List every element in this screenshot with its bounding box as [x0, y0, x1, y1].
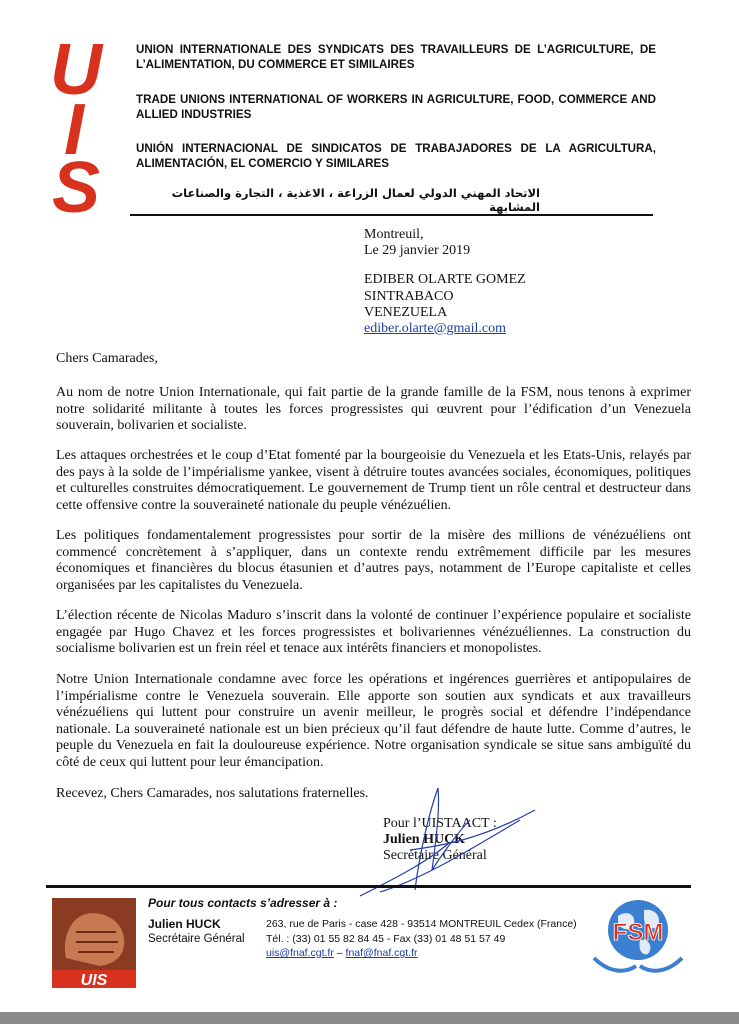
salutation: Chers Camarades, — [56, 351, 158, 366]
signatory-title: Secrétaire Général — [383, 848, 487, 863]
footer-postal-address: 263, rue de Paris - case 428 - 93514 MONTREUIL Cedex (France) — [266, 918, 577, 930]
uis-logo — [30, 36, 122, 218]
footer-divider — [46, 885, 691, 888]
body-paragraph: Notre Union Internationale condamne avec force les opérations et ingérences guerrières et antipopulaires de l’impérialisme contre le Venezuela souverain. Elle apporte son soutien aux syndicats et aux travailleurs vénézuéliens qui luttent pour construire un avenir meilleur, le progrès social et défendre l’indépendance nationale. La souveraineté nationale est un bien précieux qu’il faut défendre de haute lutte. Comme d’autres, le peuple du Venezuela en fait la douloureuse expérience. Notre organisation syndicale se situe sans ambiguïté du côté de ceux qui luttent pour leur émancipation. — [56, 672, 691, 770]
header-divider — [130, 214, 653, 216]
body-paragraph: Les attaques orchestrées et le coup d’Etat fomenté par la bourgeoisie du Venezuela et les Etats-Unis, relayés par des pays à la solde de l’impérialisme yankee, visent à détruire toutes avancées sociales, économiques, politiques et culturelles construites démocratiquement. Le gouvernement de Trump tient un rôle central et destructeur dans cette offensive contre la souveraineté nationale du peuple vénézuélien. — [56, 448, 691, 513]
closing-line: Recevez, Chers Camarades, nos salutations fraternelles. — [56, 786, 369, 801]
recipient-union: SINTRABACO — [364, 289, 454, 304]
footer-contact-name: Julien HUCK — [148, 917, 221, 931]
body-paragraph: L’élection récente de Nicolas Maduro s’inscrit dans la volonté de continuer l’expérience populaire et socialiste engagée par Hugo Chavez et les forces progressistes et bolivariennes vénézuéliennes. La construction du socialisme bolivarien est un frein réel et tenace aux intérêts financiers et monopolistes. — [56, 608, 691, 656]
body-paragraph: Les politiques fondamentalement progressistes pour sortir de la misère des millions de vénézuéliens ont commencé concrètement à s’appliquer, dans un contexte rendu extrêmement difficile par les mesures économiques et financières du blocus étasunien et d’autres pays, notamment de l’Europe capitaliste et celles organisées par les capitalistes du Venezuela. — [56, 528, 691, 593]
footer-logo-left-text: UIS — [80, 972, 108, 988]
uis-fist-logo — [52, 898, 136, 988]
footer-email-fnaf-link[interactable]: fnaf@fnaf.cgt.fr — [345, 947, 418, 959]
recipient-name: EDIBER OLARTE GOMEZ — [364, 272, 526, 287]
fsm-logo — [588, 896, 688, 976]
handwritten-signature — [320, 780, 550, 900]
footer-emails — [266, 947, 418, 959]
logo-letter-u: U — [50, 36, 102, 110]
org-name-spanish: UNIÓN INTERNACIONAL DE SINDICATOS DE TRABAJADORES DE LA AGRICULTURA, ALIMENTACIÓN, EL COMERCIO Y SIMILARES — [136, 142, 656, 170]
body-paragraph: Au nom de notre Union Internationale, qui fait partie de la grande famille de la FSM, nous tenons à exprimer notre solidarité militante à toutes les forces progressistes qui œuvrent pour l’édification d’un Venezuela souverain, bolivarien et socialiste. — [56, 385, 691, 433]
letter-date: Le 29 janvier 2019 — [364, 243, 471, 258]
footer-phone-fax: Tél. : (33) 01 55 82 84 45 - Fax (33) 01 48 51 57 49 — [266, 933, 506, 945]
org-name-arabic: الاتحاد المهني الدولي لعمال الزراعة ، الاغذية ، التجارة والصناعات المشابهة — [171, 186, 540, 214]
recipient-email-link[interactable]: ediber.olarte@gmail.com — [364, 321, 506, 336]
logo-letter-i: I — [63, 90, 85, 170]
scan-edge-band — [0, 1012, 739, 1024]
footer-email-uis-link[interactable]: uis@fnaf.cgt.fr — [266, 947, 334, 959]
org-name-english: TRADE UNIONS INTERNATIONAL OF WORKERS IN AGRICULTURE, FOOD, COMMERCE AND ALLIED INDUSTRIES — [136, 93, 656, 121]
signature-on-behalf: Pour l’UISTAACT : — [383, 816, 497, 831]
letter-city: Montreuil, — [364, 227, 424, 242]
org-name-french: UNION INTERNATIONALE DES SYNDICATS DES TRAVAILLEURS DE L’AGRICULTURE, DE L’ALIMENTATION, DU COMMERCE ET SIMILAIRES — [136, 43, 656, 71]
footer-contact-role: Secrétaire Général — [148, 933, 245, 945]
footer-email-separator: – — [333, 947, 346, 959]
logo-letter-s: S — [51, 148, 101, 218]
fsm-logo-text: FSM — [612, 919, 664, 946]
signatory-name: Julien HUCK — [383, 832, 466, 847]
footer-contact-label: Pour tous contacts s’adresser à : — [148, 896, 338, 910]
recipient-country: VENEZUELA — [364, 305, 448, 320]
